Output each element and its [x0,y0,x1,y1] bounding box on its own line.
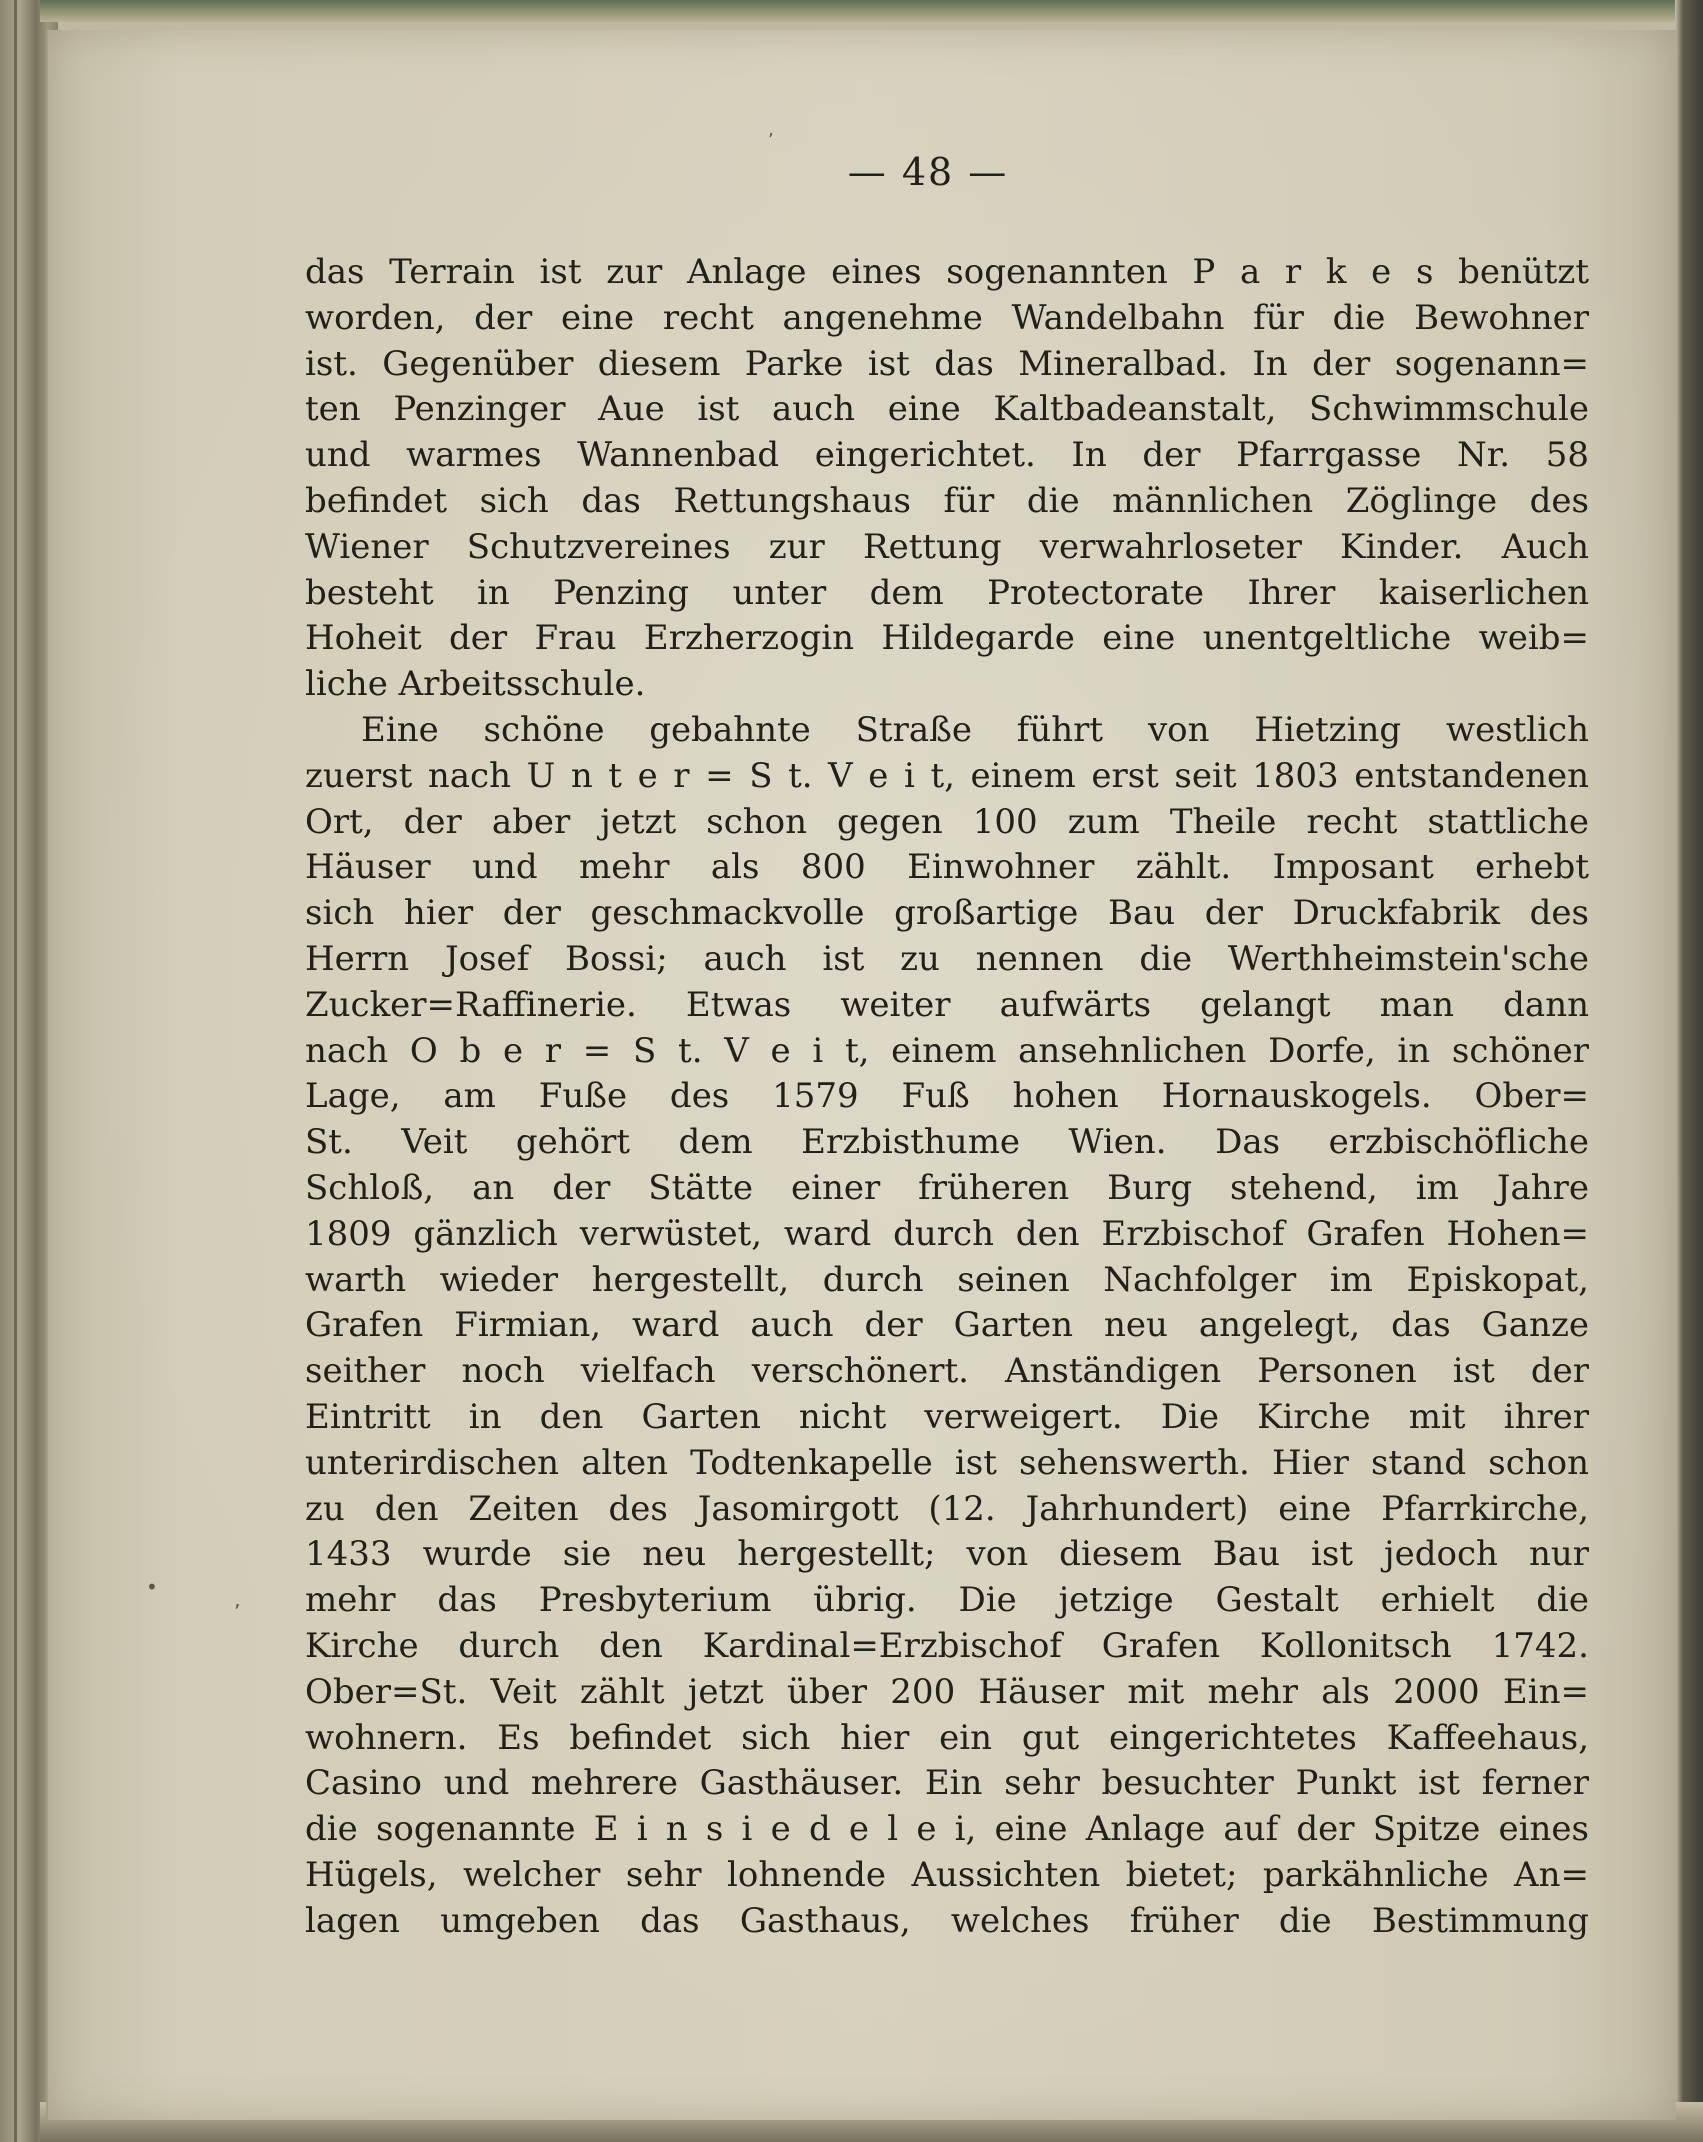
text-line: das Terrain ist zur Anlage eines sogenannten P a r k e s benützt [305,252,1589,292]
text-line: Hügels, welcher sehr lohnende Aussichten bietet; parkähnliche An= [305,1854,1589,1895]
text-line: 1809 gänzlich verwüstet, ward durch den Erzbischof Grafen Hohen= [305,1213,1589,1254]
text-line: St. Veit gehört dem Erzbisthume Wien. Das erzbischöfliche [305,1122,1589,1163]
text-line: Kirche durch den Kardinal=Erzbischof Grafen Kollonitsch 1742. [305,1625,1589,1666]
text-line: 1433 wurde sie neu hergestellt; von diesem Bau ist jedoch nur [305,1534,1589,1575]
text-line: lagen umgeben das Gasthaus, welches früher die Bestimmung [305,1900,1589,1941]
right-cover-edge [1675,0,1703,2142]
top-cover-edge [40,0,1703,22]
book-page [46,30,1676,2120]
page-number: — 48 — [847,150,1009,194]
text-line: die sogenannte E i n s i e d e l e i, eine Anlage auf der Spitze eines [305,1809,1589,1850]
ink-dot-mark: • [146,1575,158,1599]
text-line: seither noch vielfach verschönert. Anständigen Personen ist der [305,1351,1589,1392]
text-line: ist. Gegenüber diesem Parke ist das Mineralbad. In der sogenann= [305,343,1589,384]
text-line: und warmes Wannenbad eingerichtet. In der Pfarrgasse Nr. 58 [305,435,1589,476]
text-line: Schloß, an der Stätte einer früheren Burg stehend, im Jahre [305,1167,1589,1208]
text-line: wohnern. Es befindet sich hier ein gut eingerichtetes Kaffeehaus, [305,1717,1589,1758]
text-line: unterirdischen alten Todtenkapelle ist sehenswerth. Hier stand schon [305,1442,1589,1483]
ink-speck: ’ [234,1600,241,1624]
text-line: Wiener Schutzvereines zur Rettung verwahrloseter Kinder. Auch [305,526,1589,567]
text-line: Hoheit der Frau Erzherzogin Hildegarde eine unentgeltliche weib= [305,618,1589,659]
text-line: Eine schöne gebahnte Straße führt von Hietzing westlich [361,709,1589,750]
text-line: mehr das Presbyterium übrig. Die jetzige Gestalt erhielt die [305,1580,1589,1621]
text-line: Grafen Firmian, ward auch der Garten neu angelegt, das Ganze [305,1305,1589,1346]
text-line: liche Arbeitsschule. [305,664,646,705]
text-line: besteht in Penzing unter dem Protectorate Ihrer kaiserlichen [305,572,1589,613]
body-text [305,250,1589,1944]
text-line: Casino und mehrere Gasthäuser. Ein sehr besuchter Punkt ist ferner [305,1763,1589,1804]
text-line: zu den Zeiten des Jasomirgott (12. Jahrhundert) eine Pfarrkirche, [305,1488,1589,1529]
text-line: ten Penzinger Aue ist auch eine Kaltbadeanstalt, Schwimmschule [305,389,1589,430]
text-line: sich hier der geschmackvolle großartige Bau der Druckfabrik des [305,893,1589,934]
text-line: Herrn Josef Bossi; auch ist zu nennen die Werthheimstein'sche [305,938,1589,979]
text-line: worden, der eine recht angenehme Wandelbahn für die Bewohner [305,297,1589,338]
text-line: Ober=St. Veit zählt jetzt über 200 Häuser mit mehr als 2000 Ein= [305,1671,1589,1712]
text-line: Zucker=Raffinerie. Etwas weiter aufwärts gelangt man dann [305,984,1589,1025]
text-line: befindet sich das Rettungshaus für die männlichen Zöglinge des [305,480,1589,521]
text-line: Eintritt in den Garten nicht verweigert. Die Kirche mit ihrer [305,1396,1589,1437]
text-line: Häuser und mehr als 800 Einwohner zählt. Imposant erhebt [305,847,1589,888]
text-line: warth wieder hergestellt, durch seinen Nachfolger im Episkopat, [305,1259,1589,1300]
text-line: Lage, am Fuße des 1579 Fuß hohen Hornauskogels. Ober= [305,1076,1589,1117]
text-line: Ort, der aber jetzt schon gegen 100 zum Theile recht stattliche [305,801,1589,842]
ink-speck: ’ [768,130,774,151]
text-line: zuerst nach U n t e r = S t. V e i t, einem erst seit 1803 entstandenen [305,755,1589,796]
text-line: nach O b e r = S t. V e i t, einem ansehnlichen Dorfe, in schöner [305,1030,1589,1071]
